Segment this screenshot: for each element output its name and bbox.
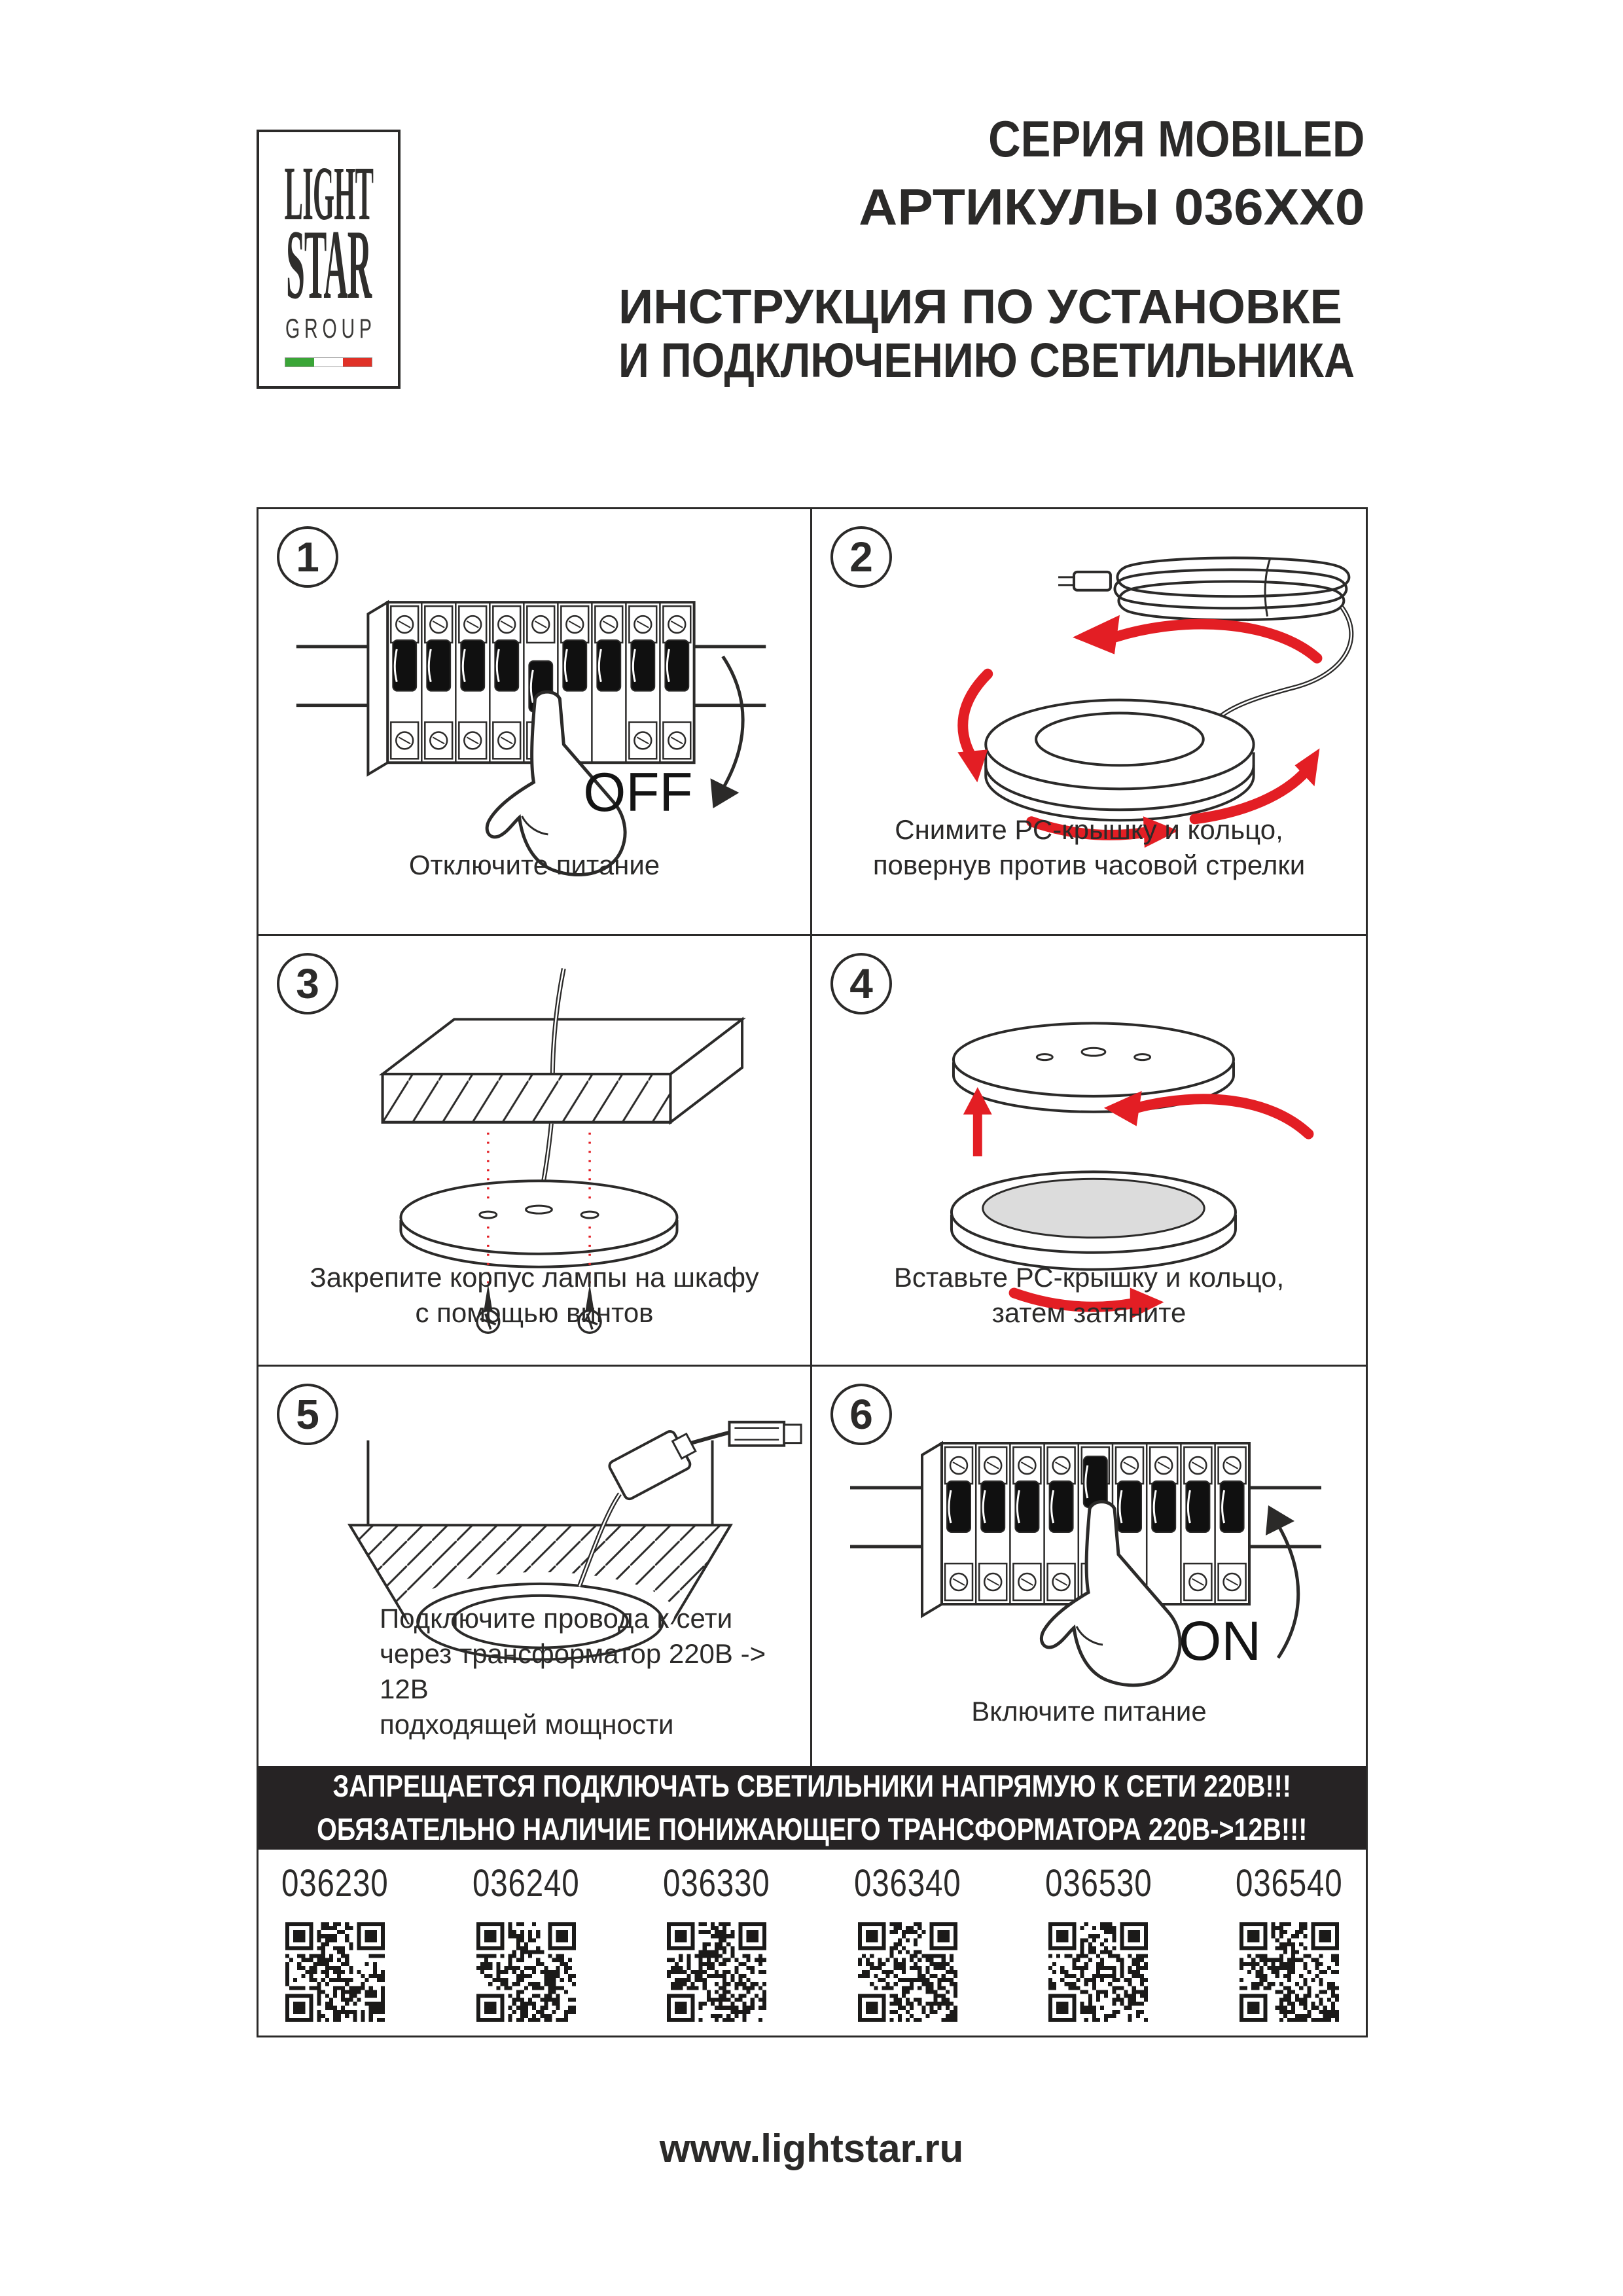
qr-code [858, 1922, 957, 2022]
title-line: ИНСТРУКЦИЯ ПО УСТАНОВКЕ [618, 279, 1342, 334]
article-number: 036240 [472, 1862, 580, 1905]
warning-line: ЗАПРЕЩАЕТСЯ ПОДКЛЮЧАТЬ СВЕТИЛЬНИКИ НАПРЯМУЮ К СЕТИ 220В!!! [332, 1768, 1292, 1803]
step-cell-1 [259, 509, 812, 936]
qr-code [667, 1922, 766, 2022]
footer-url: www.lightstar.ru [659, 2126, 964, 2170]
series-title: СЕРИЯ MOBILED [988, 110, 1364, 168]
step-caption [812, 812, 1366, 883]
step-cell-6 [812, 1367, 1366, 1766]
step-caption [259, 1260, 810, 1331]
flag-green-stripe [285, 358, 314, 367]
warning-line: ОБЯЗАТЕЛЬНО НАЛИЧИЕ ПОНИЖАЮЩЕГО ТРАНСФОРМАТОРА 220В->12В!!! [317, 1812, 1308, 1846]
caption-line: Вставьте РС-крышку и кольцо, [893, 1262, 1285, 1293]
step-number: 1 [296, 533, 319, 581]
article-item [461, 1861, 592, 2022]
caption-line: затем затяните [991, 1297, 1186, 1328]
step-number: 4 [849, 960, 873, 1007]
qr-code [476, 1922, 576, 2022]
arrow-up-icon [1278, 1525, 1298, 1658]
warning-banner [259, 1766, 1366, 1850]
article-number: 036340 [853, 1862, 961, 1905]
page-title [618, 280, 1455, 387]
flag-red-stripe [343, 358, 372, 367]
step-caption [259, 848, 810, 883]
step-cell-3 [259, 936, 812, 1367]
article-number: 036330 [663, 1862, 771, 1905]
transformer [608, 1425, 702, 1501]
pc-cover [954, 1023, 1234, 1096]
qr-code [285, 1922, 385, 2022]
caption-line: подходящей мощности [380, 1709, 674, 1740]
caption-line: повернув против часовой стрелки [872, 850, 1306, 880]
lamp-body [401, 1181, 677, 1253]
articles-row [259, 1850, 1366, 2036]
cable-connector [1074, 572, 1111, 590]
step-number: 6 [849, 1391, 873, 1438]
step-number: 3 [296, 960, 319, 1007]
article-item [270, 1861, 401, 2022]
on-label: ON [1179, 1610, 1261, 1672]
step-cell-2 [812, 509, 1366, 936]
logo-word-light: LIGHT [284, 151, 373, 236]
step-cell-4 [812, 936, 1366, 1367]
caption-line: через трансформатор 220В -> 12В [380, 1638, 766, 1704]
step-number-badge [830, 526, 892, 588]
step-number: 5 [296, 1391, 319, 1438]
caption-line: Подключите провода к сети [380, 1603, 733, 1634]
step-number-badge [277, 526, 338, 588]
instruction-grid [257, 507, 1368, 2037]
step-number-badge [830, 953, 892, 1014]
step-number-badge [830, 1384, 892, 1445]
step-number-badge [277, 953, 338, 1014]
step-number-badge [277, 1384, 338, 1445]
italian-flag-icon [285, 357, 372, 367]
article-item [1224, 1861, 1355, 2022]
lightstar-logo [257, 130, 401, 389]
article-item [651, 1861, 782, 2022]
header-series-block [858, 105, 1364, 241]
flag-white-stripe [314, 358, 343, 367]
terminal-block [729, 1422, 784, 1446]
article-item [1033, 1861, 1164, 2022]
logo-word-group: GROUP [285, 313, 376, 344]
caption-line: с помощью винтов [415, 1297, 654, 1328]
title-line: И ПОДКЛЮЧЕНИЮ СВЕТИЛЬНИКА [618, 333, 1355, 387]
article-number: 036530 [1044, 1862, 1152, 1905]
step-caption [812, 1260, 1366, 1331]
caption-line: Закрепите корпус лампы на шкафу [310, 1262, 759, 1293]
qr-code [1240, 1922, 1339, 2022]
article-number: 036230 [281, 1862, 389, 1905]
step-caption [380, 1601, 791, 1742]
caption-line: Отключите питание [408, 850, 660, 880]
logo-word-star: STAR [286, 209, 371, 319]
breaker-panel [296, 602, 766, 874]
step-number: 2 [849, 533, 873, 581]
step-cell-5 [259, 1367, 812, 1766]
article-item [842, 1861, 973, 2022]
step-caption [812, 1694, 1366, 1729]
articles-title: АРТИКУЛЫ 036ХХ0 [858, 178, 1364, 236]
qr-code [1048, 1922, 1148, 2022]
arrow-down-icon [722, 656, 743, 789]
article-number: 036540 [1236, 1862, 1343, 1905]
off-label: OFF [583, 761, 693, 823]
caption-line: Снимите РС-крышку и кольцо, [895, 814, 1283, 845]
caption-line: Включите питание [971, 1696, 1207, 1727]
